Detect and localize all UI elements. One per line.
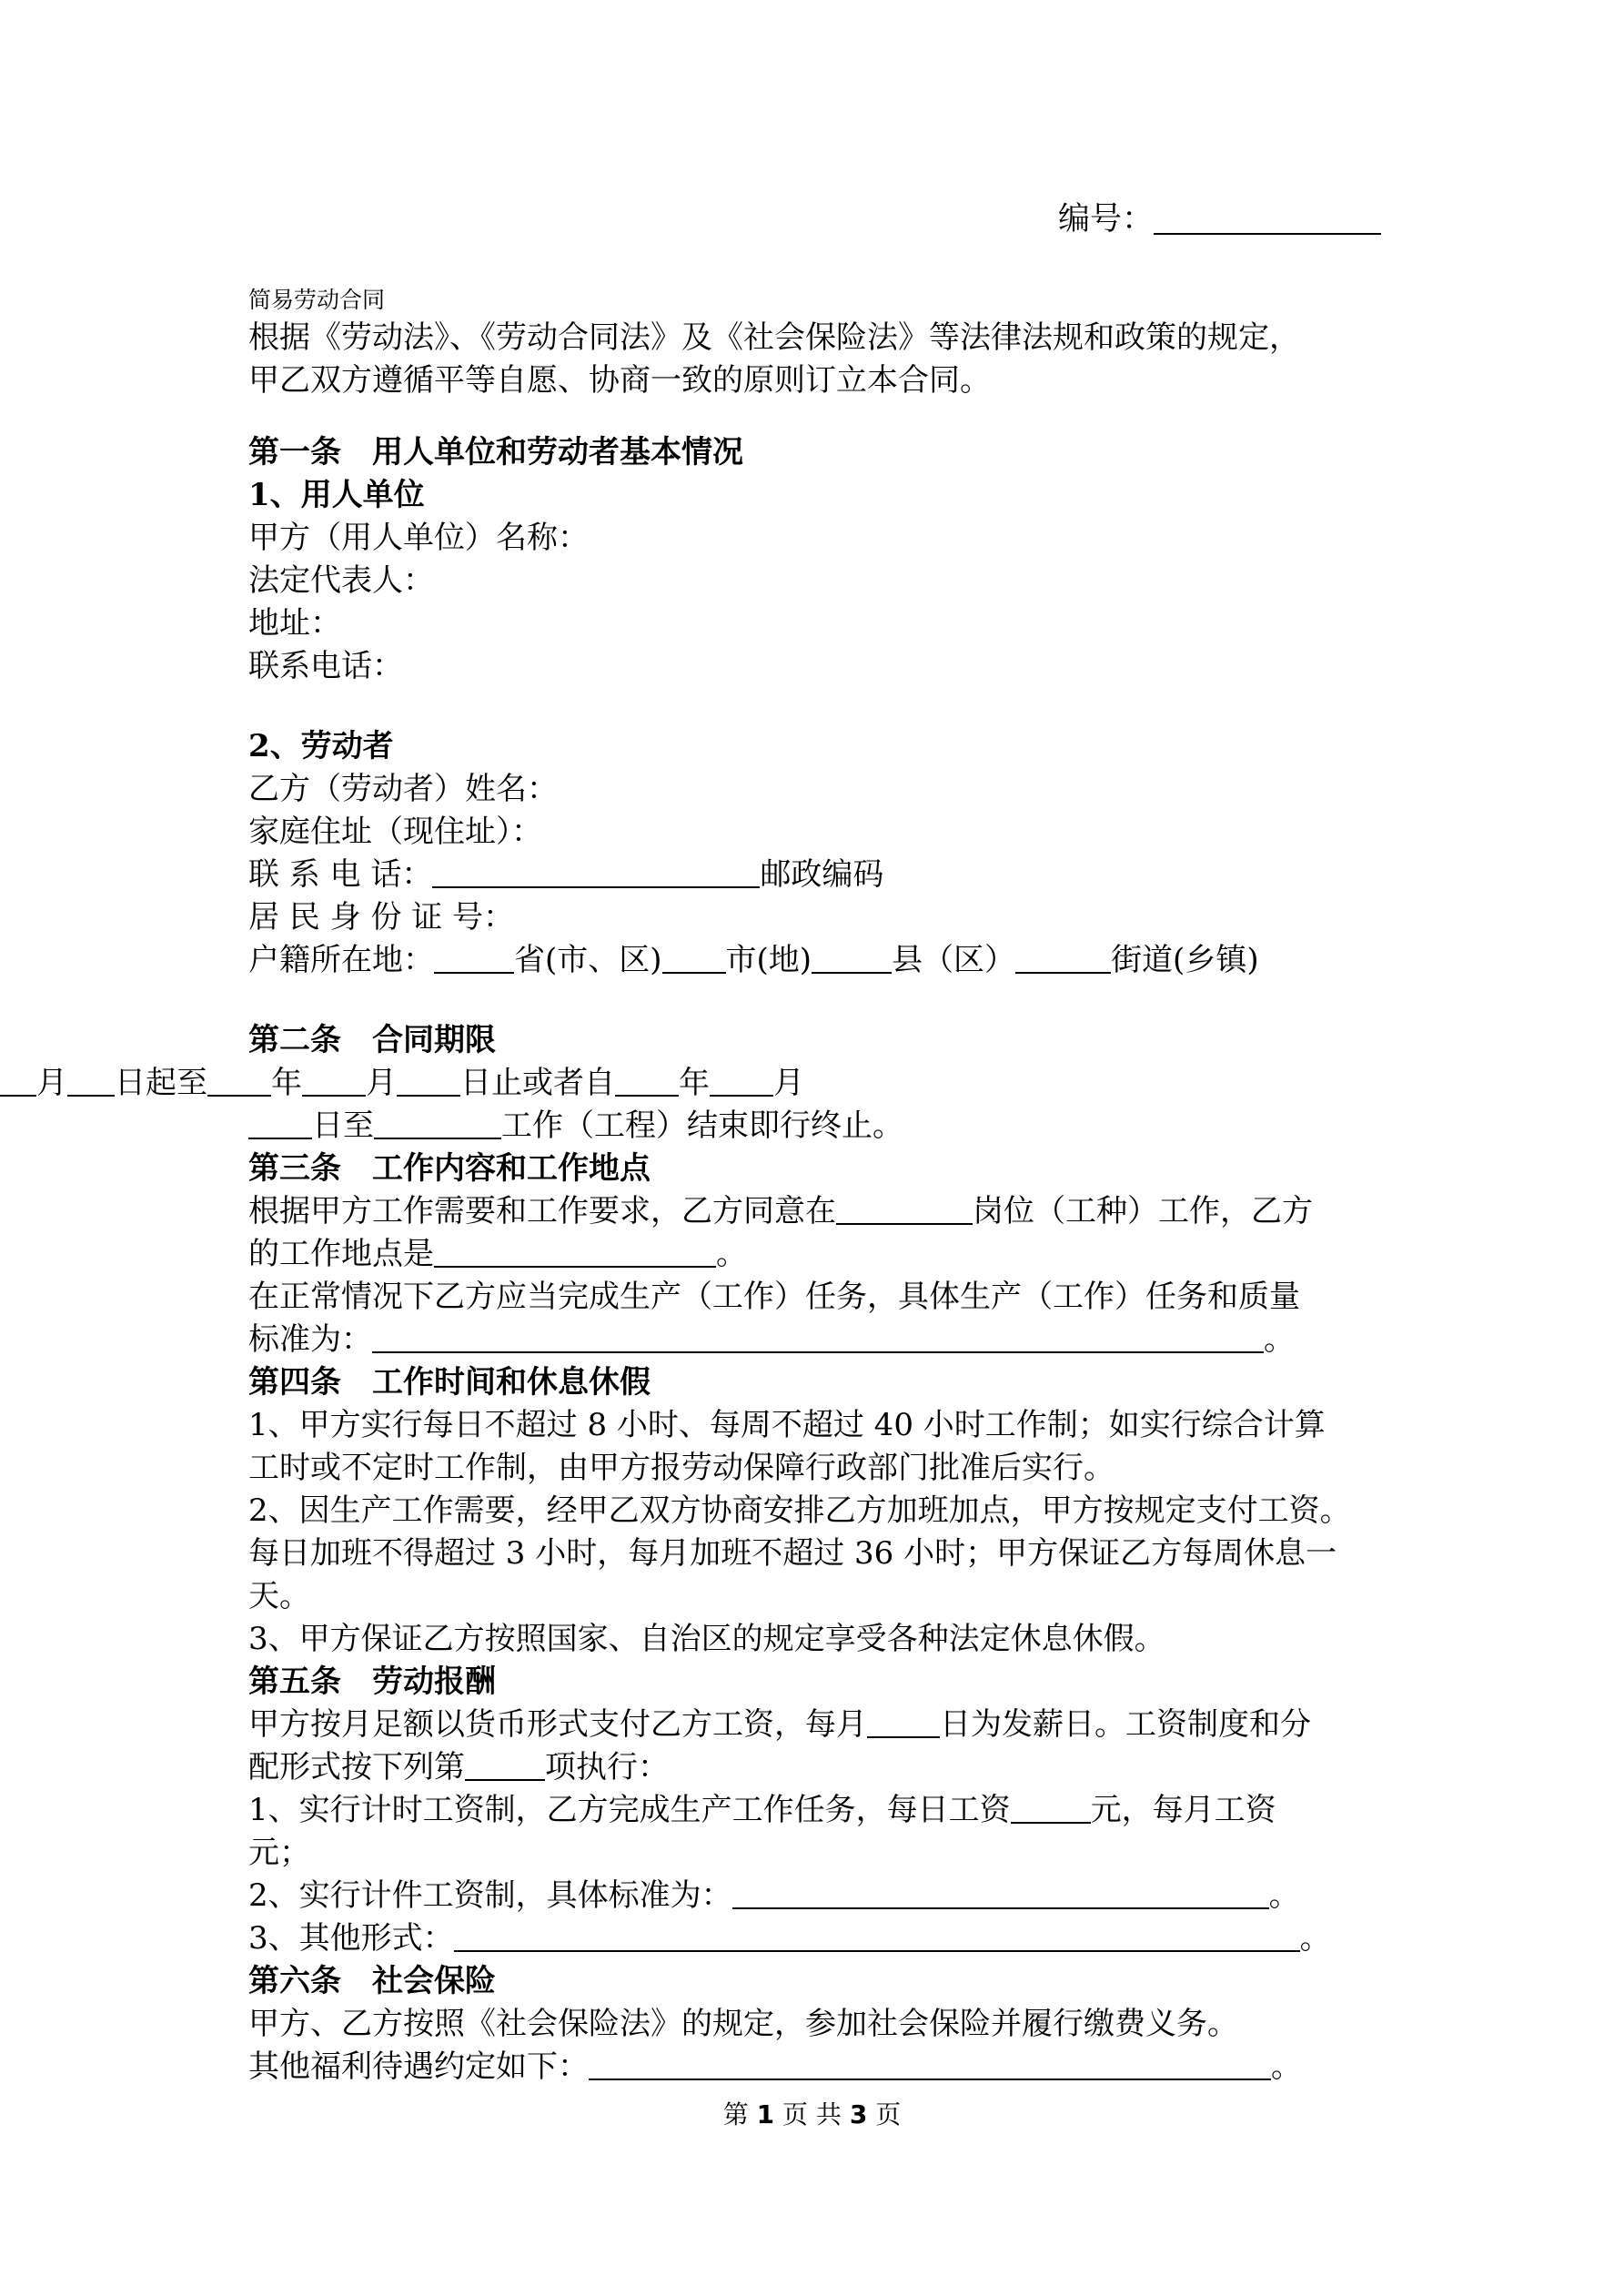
province-label: 省(市、区) <box>514 942 662 978</box>
term-blank-day-to <box>248 1105 312 1139</box>
footer-total-pages: 3 <box>849 2099 868 2129</box>
article5-text-1b: 日为发薪日。工资制度和分 <box>940 1706 1311 1743</box>
work-end-label: 工作（工程）结束即行终止。 <box>501 1108 903 1144</box>
standard-blank <box>372 1319 1264 1353</box>
article5-text-4: 2、实行计件工资制，具体标准为： <box>248 1877 732 1914</box>
employer-heading: 1、用人单位 <box>248 477 425 513</box>
article6-p1: 甲方、乙方按照《社会保险法》的规定，参加社会保险并履行缴费义务。 <box>248 2006 1238 2042</box>
article3-line-4 <box>248 1319 1397 1361</box>
article3-text-1b: 岗位（工种）工作，乙方 <box>973 1193 1313 1229</box>
term-blank-year2 <box>615 1062 679 1097</box>
document-title: 简易劳动合同 <box>248 287 386 313</box>
document-number <box>1058 198 1381 240</box>
article5-p3c: 元； <box>248 1835 310 1871</box>
term-line-1 <box>0 1062 1397 1105</box>
article2-heading: 第二条 合同期限 <box>248 1022 496 1058</box>
worker-phone-line <box>248 854 1397 896</box>
contract-body <box>36 284 1397 2089</box>
article5-text-4-end: 。 <box>1268 1877 1300 1914</box>
article3-heading: 第三条 工作内容和工作地点 <box>248 1150 651 1187</box>
county-label: 县（区） <box>892 942 1016 978</box>
article5-text-3b: 元，每月工资 <box>1090 1792 1276 1828</box>
id-number-field: 居 民 身 份 证 号： <box>248 899 515 936</box>
article6-text-2: 其他福利待遇约定如下： <box>248 2048 589 2085</box>
term-blank-day-end <box>397 1062 460 1097</box>
day-to-label: 日至 <box>312 1108 374 1144</box>
article6-p2 <box>248 2046 1397 2089</box>
article3-text-1a: 根据甲方工作需要和工作要求，乙方同意在 <box>248 1193 836 1229</box>
term-blank-day-start <box>67 1062 115 1097</box>
article3-text-4-end: 。 <box>1264 1321 1295 1358</box>
article5-text-5: 3、其他形式： <box>248 1920 454 1957</box>
article5-p2 <box>248 1746 1397 1789</box>
month-label: 月 <box>36 1065 67 1101</box>
article5-text-5-end: 。 <box>1299 1920 1331 1957</box>
workplace-blank <box>434 1233 716 1268</box>
article5-p3 <box>248 1789 1397 1832</box>
article5-p4 <box>248 1875 1397 1917</box>
article4-p2b: 每日加班不得超过 3 小时，每月加班不超过 36 小时；甲方保证乙方每周休息一 <box>248 1535 1337 1572</box>
article4-heading: 第四条 工作时间和休息休假 <box>248 1364 651 1401</box>
article4-p1a: 1、甲方实行每日不超过 8 小时、每周不超过 40 小时工作制；如实行综合计算 <box>248 1407 1326 1443</box>
article4-p3: 3、甲方保证乙方按照国家、自治区的规定享受各种法定休息休假。 <box>248 1621 1165 1657</box>
term-blank-work <box>374 1105 501 1139</box>
article3-text-4: 标准为： <box>248 1321 372 1358</box>
address-field: 地址： <box>248 605 341 642</box>
article1-heading: 第一条 用人单位和劳动者基本情况 <box>248 434 743 470</box>
footer-suffix: 页 <box>875 2099 902 2129</box>
worker-name-field: 乙方（劳动者）姓名： <box>248 771 558 807</box>
legal-rep-field: 法定代表人： <box>248 562 434 599</box>
month3-label: 月 <box>773 1065 804 1101</box>
domicile-label: 户籍所在地： <box>248 942 434 978</box>
article3-line-1 <box>248 1190 1397 1233</box>
intro-line-2: 甲乙双方遵循平等自愿、协商一致的原则订立本合同。 <box>248 362 991 399</box>
payday-blank <box>867 1704 940 1738</box>
term-line-2 <box>248 1105 1397 1148</box>
term-blank-month3 <box>710 1062 773 1097</box>
worker-heading: 2、劳动者 <box>248 728 394 764</box>
term-blank-year-end <box>207 1062 271 1097</box>
phone-field: 联系电话： <box>248 648 403 684</box>
piece-rate-blank <box>732 1875 1269 1909</box>
article5-text-2b: 项执行： <box>545 1749 669 1785</box>
article5-text-2a: 配形式按下列第 <box>248 1749 465 1785</box>
article3-line-3: 在正常情况下乙方应当完成生产（工作）任务，具体生产（工作）任务和质量 <box>248 1279 1300 1315</box>
worker-phone-label: 联 系 电 话： <box>248 856 433 893</box>
intro-line-1: 根据《劳动法》、《劳动合同法》及《社会保险法》等法律法规和政策的规定， <box>248 319 1300 356</box>
article4-p2c: 天。 <box>248 1578 310 1614</box>
article6-heading: 第六条 社会保险 <box>248 1963 496 1999</box>
article3-text-2: 的工作地点是 <box>248 1236 434 1272</box>
welfare-blank <box>589 2046 1271 2080</box>
month2-label: 月 <box>366 1065 397 1101</box>
street-blank <box>1015 939 1111 974</box>
footer-middle: 页 共 <box>782 2099 842 2129</box>
day-until-label: 日止或者自 <box>460 1065 615 1101</box>
document-number-label: 编号： <box>1058 201 1155 238</box>
position-blank <box>836 1190 973 1225</box>
employer-name-field: 甲方（用人单位）名称： <box>248 520 589 556</box>
article6-text-2-end: 。 <box>1271 2048 1302 2085</box>
year-label: 年 <box>271 1065 302 1101</box>
article3-text-2-end: 。 <box>716 1236 747 1272</box>
year2-label: 年 <box>679 1065 710 1101</box>
day-from-label: 日起至 <box>115 1065 207 1101</box>
article5-text-3a: 1、实行计时工资制，乙方完成生产工作任务，每日工资 <box>248 1792 1011 1828</box>
city-label: 市(地) <box>725 942 812 978</box>
article4-p2a: 2、因生产工作需要，经甲乙双方协商安排乙方加班加点，甲方按规定支付工资。 <box>248 1492 1351 1529</box>
worker-phone-blank <box>432 854 760 888</box>
street-label: 街道(乡镇) <box>1111 942 1259 978</box>
document-number-blank <box>1154 198 1381 235</box>
term-blank-month-start <box>0 1062 36 1097</box>
article4-p1b: 工时或不定时工作制，由甲方报劳动保障行政部门批准后实行。 <box>248 1450 1115 1486</box>
article5-p1 <box>248 1704 1397 1746</box>
footer-page-number: 1 <box>756 2099 775 2129</box>
other-form-blank <box>454 1917 1300 1952</box>
article5-text-1a: 甲方按月足额以货币形式支付乙方工资，每月 <box>248 1706 867 1743</box>
option-blank <box>465 1746 545 1781</box>
article5-p5 <box>248 1917 1397 1960</box>
province-blank <box>434 939 514 974</box>
term-blank-month-end <box>302 1062 366 1097</box>
article3-line-2 <box>248 1233 1397 1276</box>
domicile-line <box>248 939 1397 982</box>
page-footer <box>0 2097 1624 2133</box>
footer-prefix: 第 <box>722 2099 749 2129</box>
article5-heading: 第五条 劳动报酬 <box>248 1664 496 1700</box>
home-address-field: 家庭住址（现住址）： <box>248 814 542 850</box>
county-blank <box>812 939 892 974</box>
postal-code-label: 邮政编码 <box>760 856 884 893</box>
daily-wage-blank <box>1011 1789 1091 1824</box>
city-blank <box>662 939 726 974</box>
